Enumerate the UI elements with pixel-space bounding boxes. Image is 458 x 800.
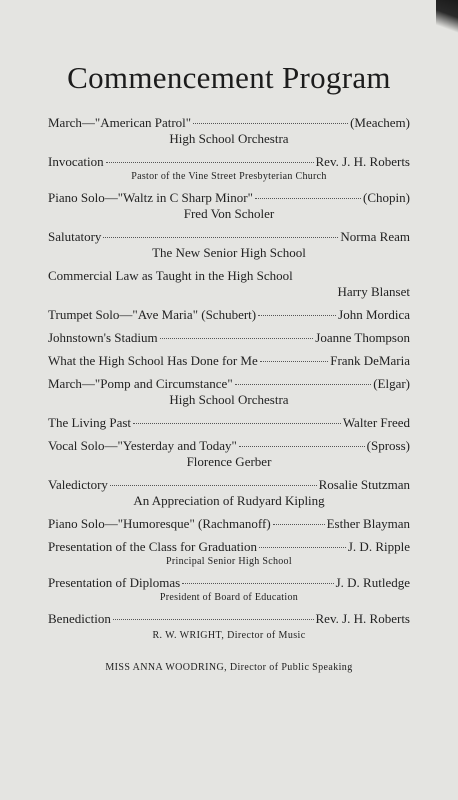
entry-title: Invocation	[48, 154, 104, 169]
entry-performer: Norma Ream	[340, 229, 410, 244]
entry-line	[48, 376, 410, 392]
entry-title: Salutatory	[48, 229, 102, 244]
dot-leader	[255, 198, 361, 199]
entry-performer: J. D. Ripple	[347, 539, 410, 554]
dot-leader	[106, 162, 314, 163]
entry-line	[48, 539, 410, 555]
entry-performer: Harry Blanset	[337, 284, 410, 299]
program-entry	[48, 539, 410, 568]
entry-subtitle: An Appreciation of Rudyard Kipling	[133, 493, 325, 508]
program-entries	[48, 115, 410, 634]
page-corner-shadow	[436, 0, 458, 36]
entry-performer: Rev. J. H. Roberts	[315, 154, 410, 169]
dot-leader	[235, 384, 372, 385]
entry-line	[48, 229, 410, 245]
entry-line	[48, 415, 410, 431]
dot-leader	[182, 583, 333, 584]
entry-performer: Frank DeMaria	[330, 353, 410, 368]
program-entry	[48, 330, 410, 346]
entry-performer: Esther Blayman	[326, 516, 410, 531]
dot-leader	[160, 338, 314, 339]
entry-line	[48, 154, 410, 170]
entry-performer: (Meachem)	[350, 115, 410, 130]
dot-leader	[103, 237, 338, 238]
entry-performer: (Elgar)	[373, 376, 410, 391]
entry-subtitle: Pastor of the Vine Street Presbyterian Church	[131, 171, 327, 182]
program-entry	[48, 376, 410, 408]
dot-leader	[110, 485, 317, 486]
entry-subtitle: High School Orchestra	[169, 392, 289, 407]
entry-title: Piano Solo—"Waltz in C Sharp Minor"	[48, 190, 253, 205]
entry-performer: J. D. Rutledge	[335, 575, 410, 590]
program-entry	[48, 307, 410, 323]
entry-subtitle: High School Orchestra	[169, 131, 289, 146]
entry-performer: Joanne Thompson	[315, 330, 410, 345]
page-title: Commencement Program	[67, 60, 391, 95]
entry-subtitle: Fred Von Scholer	[183, 206, 275, 221]
entry-subtitle: Principal Senior High School	[166, 556, 292, 567]
program-entry	[48, 353, 410, 369]
entry-performer: (Spross)	[366, 438, 410, 453]
entry-subtitle: The New Senior High School	[152, 245, 306, 260]
entry-title: Vocal Solo—"Yesterday and Today"	[48, 438, 237, 453]
program-entry	[48, 415, 410, 431]
dot-leader	[273, 524, 325, 525]
entry-line	[48, 268, 410, 284]
entry-line	[48, 330, 410, 346]
entry-line	[48, 516, 410, 532]
program-entry	[48, 477, 410, 509]
program-entry	[48, 154, 410, 183]
dot-leader	[260, 361, 328, 362]
entry-line	[48, 307, 410, 323]
director-of-public-speaking: MISS ANNA WOODRING, Director of Public Speaking	[105, 662, 353, 673]
entry-title: Trumpet Solo—"Ave Maria" (Schubert)	[48, 307, 257, 322]
entry-title: Commercial Law as Taught in the High School	[48, 268, 293, 283]
program-entry	[48, 190, 410, 222]
entry-line	[48, 353, 410, 369]
entry-subtitle: President of Board of Education	[159, 592, 299, 603]
dot-leader	[259, 547, 346, 548]
dot-leader	[113, 619, 314, 620]
entry-performer: Walter Freed	[342, 415, 410, 430]
entry-title: The Living Past	[48, 415, 132, 430]
entry-performer: John Mordica	[338, 307, 410, 322]
entry-performer: Rosalie Stutzman	[318, 477, 410, 492]
dot-leader	[239, 446, 365, 447]
director-of-music: R. W. WRIGHT, Director of Music	[152, 630, 306, 641]
program-entry	[48, 229, 410, 261]
entry-title: Piano Solo—"Humoresque" (Rachmanoff)	[48, 516, 271, 531]
entry-subtitle: Florence Gerber	[186, 454, 272, 469]
entry-line	[48, 115, 410, 131]
entry-title: Presentation of the Class for Graduation	[48, 539, 258, 554]
entry-line	[48, 575, 410, 591]
dot-leader	[258, 315, 336, 316]
entry-title: What the High School Has Done for Me	[48, 353, 258, 368]
program-entry	[48, 115, 410, 147]
program-entry	[48, 575, 410, 604]
program-entry	[48, 268, 410, 300]
entry-line	[48, 438, 410, 454]
entry-performer: Rev. J. H. Roberts	[315, 611, 410, 626]
entry-line	[48, 477, 410, 493]
entry-title: March—"Pomp and Circumstance"	[48, 376, 233, 391]
entry-title: Presentation of Diplomas	[48, 575, 181, 590]
program-entry	[48, 438, 410, 470]
program-entry	[48, 516, 410, 532]
entry-title: Johnstown's Stadium	[48, 330, 158, 345]
entry-title: March—"American Patrol"	[48, 115, 192, 130]
dot-leader	[193, 123, 348, 124]
entry-line	[48, 190, 410, 206]
program-entry	[48, 611, 410, 627]
entry-line	[48, 611, 410, 627]
entry-title: Benediction	[48, 611, 111, 626]
entry-performer: (Chopin)	[363, 190, 410, 205]
entry-title: Valedictory	[48, 477, 108, 492]
dot-leader	[133, 423, 341, 424]
